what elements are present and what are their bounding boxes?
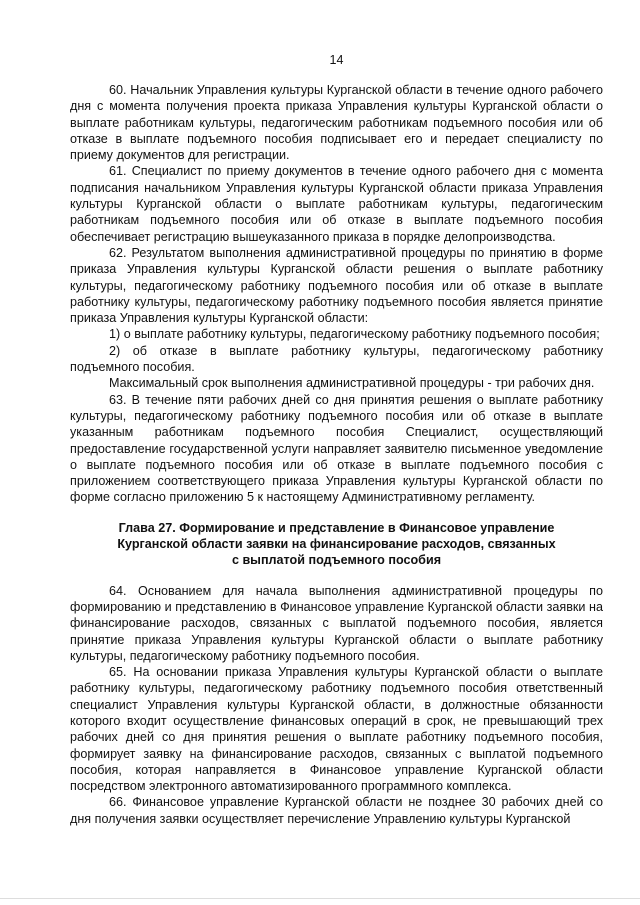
page-number: 14 [329,53,344,67]
paragraph-63: 63. В течение пяти рабочих дней со дня принятия решения о выплате работнику культуры, педагогическому работнику подъемного пособия или об отказе в выплате указанным работникам подъемного пособия Специалист, осуществляющий предоставление государственной услуги направляет заявителю письменное уведомление о выплате подъемного пособия или об отказе в выплате подъемного пособия с приложением соответствующего приказа Управления культуры Курганской области по форме согласно приложению 5 к настоящему Административному регламенту. [70,392,603,505]
chapter-heading-line-3: с выплатой подъемного пособия [231,553,442,568]
chapter-heading [70,520,603,569]
paragraph-60: 60. Начальник Управления культуры Курганской области в течение одного рабочего дня с момента получения проекта приказа Управления культуры Курганской области о выплате работникам культуры, педагогическим работникам подъемного пособия или об отказе в выплате подъемного пособия подписывает его и передает специалисту по приему документов для регистрации. [70,83,603,163]
page-bottom-edge [0,898,640,899]
paragraph-64: 64. Основанием для начала выполнения административной процедуры по формированию и представлению в Финансовое управление Курганской области заявки на финансирование расходов, связанных с выплатой подъемного пособия, является принятие приказа Управления культуры Курганской области о выплате работнику культуры, педагогическому работнику подъемного пособия. [70,583,603,663]
paragraph-62-item-1: 1) о выплате работнику культуры, педагогическому работнику подъемного пособия; [109,327,600,342]
paragraph-66: 66. Финансовое управление Курганской области не позднее 30 рабочих дней со дня получения заявки осуществляет перечисление Управлению культуры Курганской [70,795,603,826]
document-body [70,82,603,827]
paragraph-65: 65. На основании приказа Управления культуры Курганской области о выплате работнику культуры, педагогическому работнику подъемного пособия ответственный специалист Управления культуры Курганской области, в должностные обязанности которого входит осуществление финансовых операций в срок, не превышающий трех рабочих дней со дня принятия решения о выплате работнику подъемного пособия, формирует заявку на финансирование расходов, связанных с выплатой подъемного пособия, которая направляется в Финансовое управление Курганской области посредством электронного автоматизированного программного комплекса. [70,665,603,794]
chapter-heading-line-2: Курганской области заявки на финансирование расходов, связанных [117,537,556,552]
paragraph-62-deadline: Максимальный срок выполнения административной процедуры - три рабочих дня. [109,376,595,391]
chapter-heading-line-1: Глава 27. Формирование и представление в Финансовое управление [118,520,555,535]
paragraph-62-item-2: 2) об отказе в выплате работнику культуры, педагогическому работнику подъемного пособия. [70,343,603,375]
paragraph-62: 62. Результатом выполнения административной процедуры по принятию в форме приказа Управления культуры Курганской области решения о выплате работнику культуры, педагогическому работнику подъемного пособия или об отказе в выплате работнику культуры, педагогическому работнику подъемного пособия является принятие приказа Управления культуры Курганской области: [70,245,603,326]
paragraph-61: 61. Специалист по приему документов в течение одного рабочего дня с момента подписания начальником Управления культуры Курганской области приказа Управления культуры Курганской области о выплате работникам культуры, педагогическим работникам подъемного пособия или об отказе в выплате подъемного пособия обеспечивает регистрацию вышеуказанного приказа в порядке делопроизводства. [70,164,603,244]
